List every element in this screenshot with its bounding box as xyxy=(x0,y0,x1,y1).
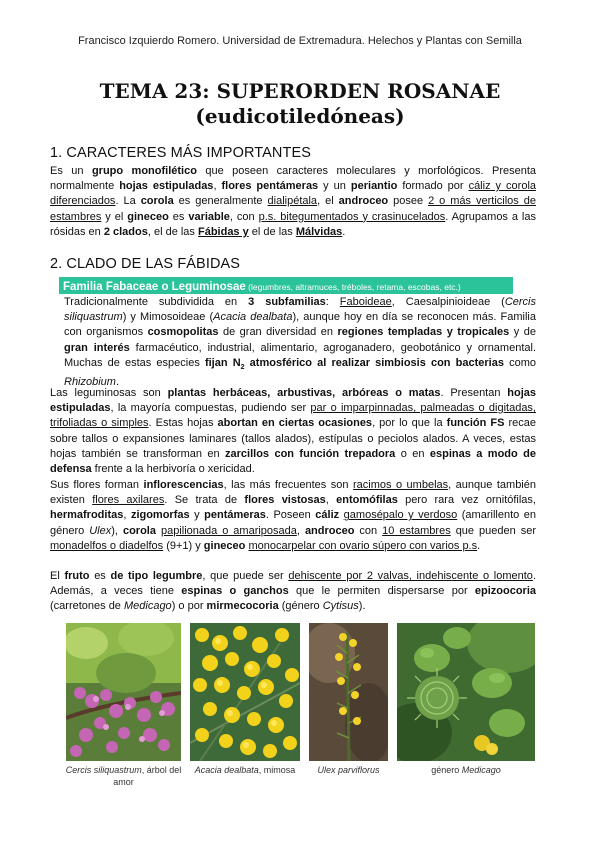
page-header: Francisco Izquierdo Romero. Universidad de Extremadura. Helechos y Plantas con Semilla xyxy=(78,35,522,47)
caption-cercis: Cercis siliquastrum, árbol del amor xyxy=(65,765,182,787)
caption-medicago: género Medicago xyxy=(431,765,501,775)
section-1-heading: 1. CARACTERES MÁS IMPORTANTES xyxy=(50,145,311,161)
section-2-heading: 2. CLADO DE LAS FÁBIDAS xyxy=(50,256,241,272)
fabaceae-paragraph-2: Las leguminosas son plantas herbáceas, arbustivas, arbóreas o matas. Presentan hojas estipuladas, la mayoría compuestas, pudiendo ser par o imparpinnadas, palmeadas o digitadas, trifoliadas o simples. Estas hojas abortan en ciertas ocasiones, por lo que la función FS recae sobre tallos o expansiones laminares (tallos alados), estípulas o peciolos alados. A veces, estas hojas también se transforman en zarcillos con función trepadora o en espinas a modo de defensa frente a la herbivoría o xericidad. xyxy=(50,387,537,476)
family-heading-bar xyxy=(59,277,513,294)
photo-acacia-dealbata xyxy=(190,623,300,761)
photo-ulex-parviflorus xyxy=(309,623,388,761)
caption-ulex: Ulex parviflorus xyxy=(317,765,380,775)
fabaceae-paragraph-1: Tradicionalmente subdividida en 3 subfamilias: Faboideae, Caesalpinioideae (Cercis siliquastrum) y Mimosoideae (Acacia dealbata), aunque hoy en día se reconocen más. Familia con organismos cosmopolitas de gran diversidad en regiones templadas y tropicales y de gran interés farmacéutico, industrial, alimentario, agroganadero, geobotánico y ornamental. Muchas de estas especies fijan $N_2$ atmosférico al realizar simbiosis con bacterias como Rhizobium. xyxy=(64,296,536,389)
photo-cercis-siliquastrum xyxy=(66,623,181,761)
fabaceae-paragraph-4: El fruto es de tipo legumbre, que puede ser dehiscente por 2 valvas, indehiscente o lomento. Además, a veces tiene espinas o ganchos que le permiten dispersarse por epizoocoria (carretones de Medicago) o por mirmecocoria (género Cytisus). xyxy=(50,570,537,613)
page-title xyxy=(0,79,600,129)
title-line-2: (eudicotiledóneas) xyxy=(195,104,405,128)
photo-medicago xyxy=(397,623,535,761)
section-1-paragraph: Es un grupo monofilético que poseen caracteres moleculares y morfológicos. Presenta normalmente hojas estipuladas, flores pentámeras y un periantio formado por cáliz y corola diferenciados. La corola es generalmente dialipétala, el androceo posee 2 o más verticilos de estambres y el gineceo es variable, con p.s. bitegumentados y crasinucelados. Agrupamos a las rósidas en 2 clados, el de las Fábidas y el de las Málvidas. xyxy=(50,165,537,238)
caption-acacia: Acacia dealbata, mimosa xyxy=(194,765,296,775)
family-common-names: (legumbres, altramuces, tréboles, retama, escobas, etc.) xyxy=(245,282,461,292)
family-name: Familia Fabaceae o Leguminosae xyxy=(63,281,246,293)
title-line-1: TEMA 23: SUPERORDEN ROSANAE xyxy=(99,79,501,103)
fabaceae-paragraph-3: Sus flores forman inflorescencias, las más frecuentes son racimos o umbelas, aunque también existen flores axilares. Se trata de flores vistosas, entomófilas pero rara vez ornitófilas, hermafroditas, zigomorfas y pentámeras. Poseen cáliz gamosépalo y verdoso (amarillento en género Ulex), corola papilionada o amariposada, androceo con 10 estambres que pueden ser monadelfos o diadelfos (9+1) y gineceo monocarpelar con ovario súpero con varios p.s. xyxy=(50,479,536,552)
